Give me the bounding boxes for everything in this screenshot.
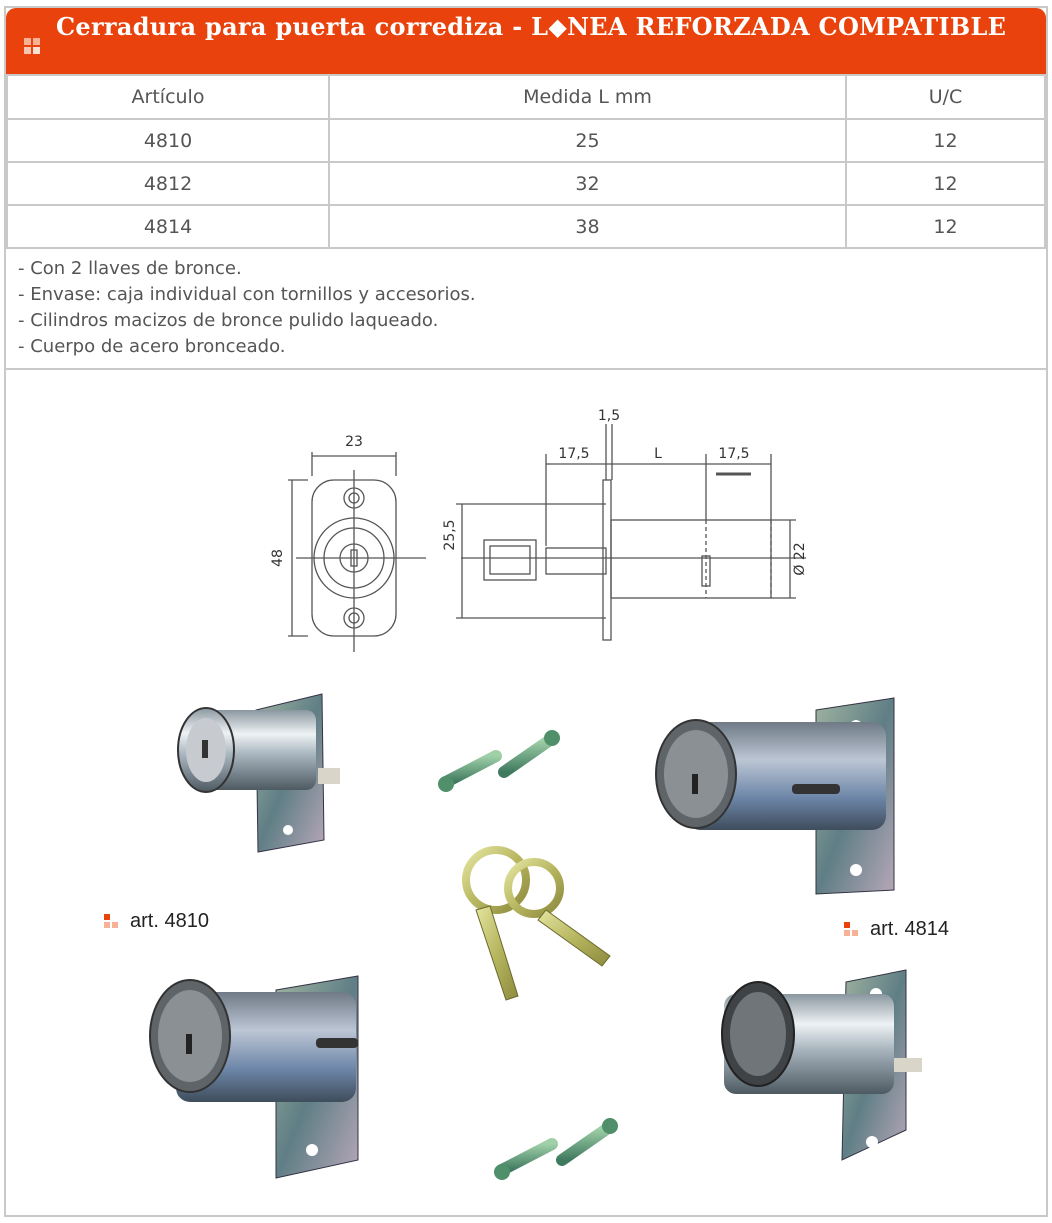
lock-4810-image [178,694,340,852]
keys-image [466,850,610,1000]
cell-medida: 38 [329,205,846,248]
lock-illustration [6,370,1046,1217]
bullet-icon [112,922,118,928]
cell-articulo: 4810 [7,119,329,162]
bullet-icon [852,930,858,936]
product-title: Cerradura para puerta corrediza - L◆NEA REFORZADA COMPATIBLE [56,12,1007,41]
dim-width-label: 23 [345,434,363,450]
dim-body-label: 25,5 [442,519,458,551]
bullet-icon [33,47,40,54]
cell-uc: 12 [846,119,1045,162]
column-header-articulo: Artículo [7,75,329,119]
bullet-icon [24,38,31,45]
bullet-icon [104,914,110,920]
note-line: - Con 2 llaves de bronce. [18,258,242,279]
caption-art-4810 [104,910,209,933]
note-line: - Envase: caja individual con tornillos y accesorios. [18,284,476,305]
bullet-icon [24,47,31,54]
product-card [4,6,1048,1217]
table-row [7,162,1045,205]
cell-uc: 12 [846,205,1045,248]
screws-image-top [438,730,560,792]
lock-bottom-right-image [722,970,922,1160]
screws-image-bottom [494,1118,618,1180]
dim-height-label: 48 [270,549,286,567]
product-figure [6,370,1046,1217]
cell-medida: 25 [329,119,846,162]
dim-L-label: L [654,446,662,462]
note-line: - Cuerpo de acero bronceado. [18,336,286,357]
cell-articulo: 4812 [7,162,329,205]
column-header-medida: Medida L mm [329,75,846,119]
dim-left-label: 17,5 [558,446,590,462]
product-table [6,74,1046,249]
lock-4814-image [656,698,894,894]
product-notes [6,250,1046,370]
bullet-icon [844,930,850,936]
dim-right-label: 17,5 [718,446,750,462]
table-row [7,119,1045,162]
caption-text: art. 4810 [130,910,209,932]
bullet-icon [844,922,850,928]
bullet-icon [33,38,40,45]
note-line: - Cilindros macizos de bronce pulido laqueado. [18,310,439,331]
dim-diameter-label: Ø 22 [792,542,808,576]
table-header-row [7,75,1045,119]
cell-medida: 32 [329,162,846,205]
bullet-icon [104,922,110,928]
product-header [6,8,1046,74]
lock-bottom-left-image [150,976,358,1178]
dim-plate-label: 1,5 [597,408,621,424]
table-row [7,205,1045,248]
cell-uc: 12 [846,162,1045,205]
caption-art-4814 [844,918,949,941]
caption-text: art. 4814 [870,918,949,940]
cell-articulo: 4814 [7,205,329,248]
column-header-uc: U/C [846,75,1045,119]
